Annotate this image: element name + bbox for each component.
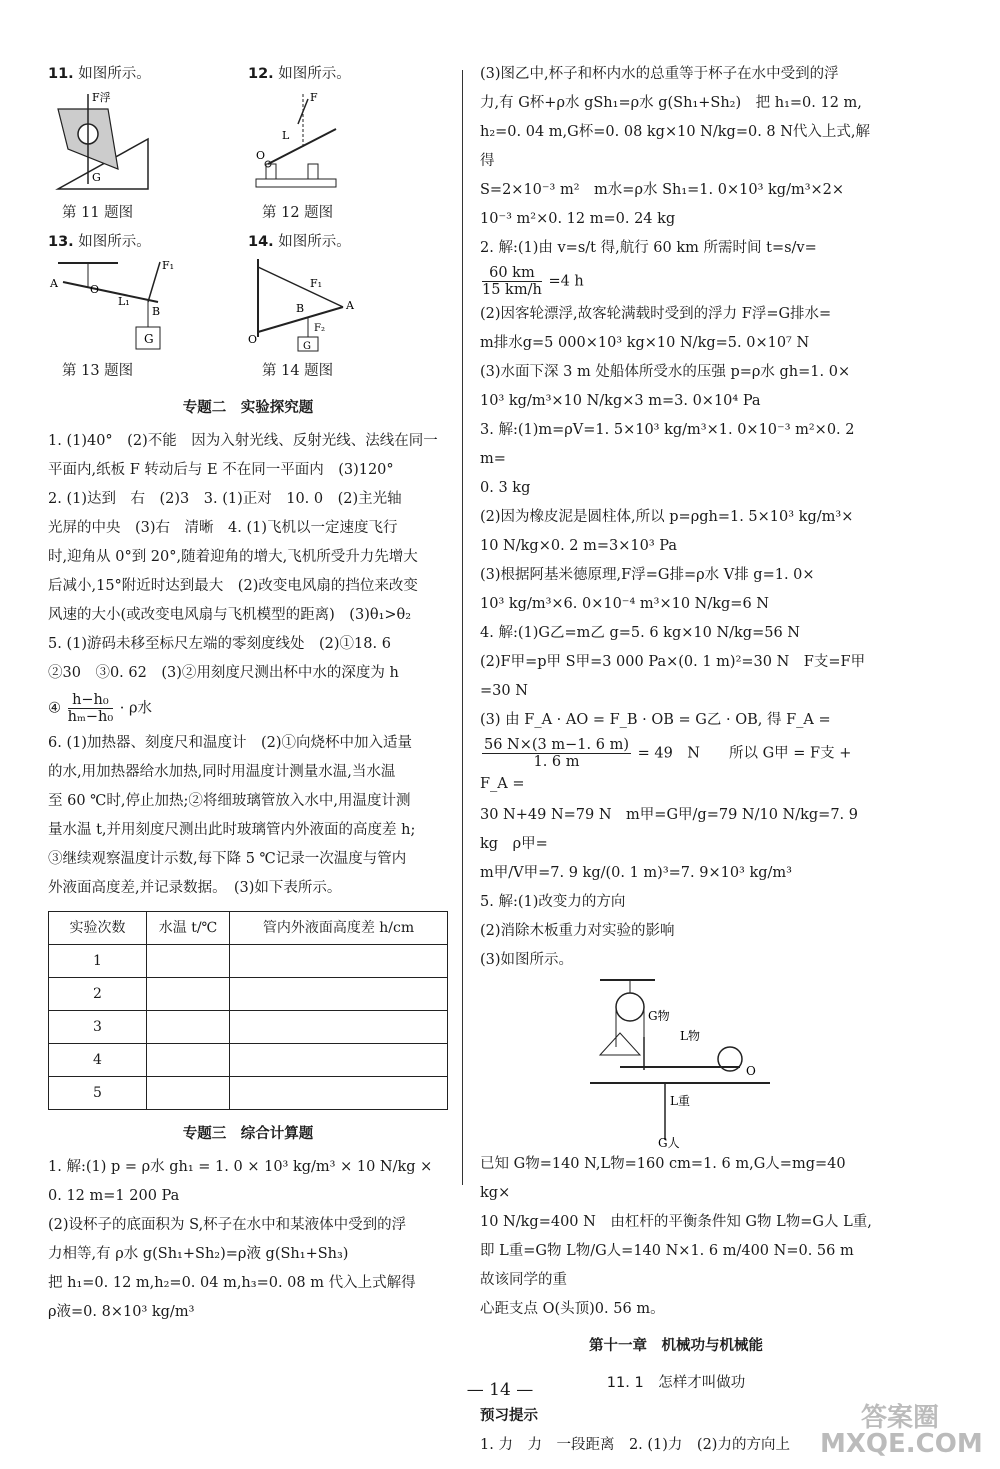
s2-line: 光屏的中央 (3)右 清晰 4. (1)飞机以一定速度飞行 bbox=[48, 520, 398, 536]
s2-line: 2. (1)达到 右 (2)3 3. (1)正对 10. 0 (2)主光轴 bbox=[48, 491, 402, 507]
r-line: (3)图乙中,杯子和杯内水的总重等于杯子在水中受到的浮 bbox=[480, 66, 839, 82]
q11-text: 如图所示。 bbox=[78, 66, 151, 82]
q12-block bbox=[248, 60, 448, 228]
svg-text:L物: L物 bbox=[680, 1029, 700, 1043]
s3-line: 力相等,有 ρ水 g(Sh₁+Sh₂)=ρ液 g(Sh₁+Sh₃) bbox=[48, 1246, 349, 1262]
r-line: h₂=0. 04 m,G杯=0. 08 kg×10 N/kg=0. 8 N代入上式,解得 bbox=[480, 124, 871, 169]
svg-text:O: O bbox=[256, 149, 266, 162]
preview-line: 1. 力 力 一段距离 2. (1)力 (2)力的方向上 bbox=[480, 1437, 790, 1453]
q4-frac-num: 56 N×(3 m−1. 6 m) bbox=[484, 737, 629, 753]
q13-caption: 第 13 题图 bbox=[62, 363, 134, 379]
s2-frac-suffix: · ρ水 bbox=[119, 700, 153, 717]
s2-line: 风速的大小(或改变电风扇与飞机模型的距离) (3)θ₁>θ₂ bbox=[48, 607, 412, 623]
q11-block bbox=[48, 60, 248, 228]
s3-line: 1. 解:(1) p = ρ水 gh₁ = 1. 0 × 10³ kg/m³ × 10 N/kg × bbox=[48, 1159, 433, 1175]
q14-text: 如图所示。 bbox=[278, 234, 351, 250]
q12-num: 12. bbox=[248, 66, 274, 82]
section2-title: 专题二 实验探究题 bbox=[182, 400, 314, 416]
svg-text:L重: L重 bbox=[670, 1094, 690, 1108]
svg-text:B: B bbox=[296, 302, 305, 315]
q4-fraction bbox=[482, 737, 631, 770]
s3-line: ρ液=0. 8×10³ kg/m³ bbox=[48, 1304, 195, 1320]
table-row bbox=[49, 1044, 448, 1077]
svg-text:O: O bbox=[248, 333, 258, 346]
q2-frac-suffix: =4 h bbox=[548, 273, 584, 290]
data-table bbox=[48, 911, 448, 1110]
s3-line: 把 h₁=0. 12 m,h₂=0. 04 m,h₃=0. 08 m 代入上式解得 bbox=[48, 1275, 416, 1291]
r-line: S=2×10⁻³ m² m水=ρ水 Sh₁=1. 0×10³ kg/m³×2× bbox=[480, 182, 845, 198]
s2-frac-num: h−h₀ bbox=[68, 692, 114, 709]
q12-caption: 第 12 题图 bbox=[262, 205, 334, 221]
q11-caption: 第 11 题图 bbox=[62, 205, 134, 221]
table-row bbox=[49, 1011, 448, 1044]
table-header: 管内外液面高度差 h/cm bbox=[230, 912, 448, 945]
q13-figure bbox=[48, 257, 248, 357]
q11-figure bbox=[48, 89, 248, 199]
s2-q6-line: 6. (1)加热器、刻度尺和温度计 (2)①向烧杯中加入适量 bbox=[48, 735, 413, 751]
r-line: 力,有 G杯+ρ水 gSh₁=ρ水 g(Sh₁+Sh₂) 把 h₁=0. 12 m, bbox=[480, 95, 862, 111]
r-line: m排水g=5 000×10³ kg×10 N/kg=5. 0×10⁷ N bbox=[480, 335, 810, 351]
table-cell: 4 bbox=[49, 1044, 147, 1077]
section3-title: 专题三 综合计算题 bbox=[182, 1126, 314, 1142]
q14-num: 14. bbox=[248, 234, 274, 250]
r-line: 10⁻³ m²×0. 12 m=0. 24 kg bbox=[480, 211, 676, 227]
table-row bbox=[49, 978, 448, 1011]
q5-figure bbox=[480, 975, 872, 1150]
q12-figure bbox=[248, 89, 448, 199]
r-line: 10 N/kg=400 N 由杠杆的平衡条件知 G物 L物=G人 L重, bbox=[480, 1214, 872, 1230]
svg-text:G人: G人 bbox=[658, 1136, 680, 1150]
q14-block bbox=[248, 228, 448, 386]
left-column bbox=[48, 60, 448, 1327]
r-line: 10³ kg/m³×10 N/kg×3 m=3. 0×10⁴ Pa bbox=[480, 393, 761, 409]
page-number: — 14 — bbox=[466, 1380, 534, 1400]
q4-frac-den: 1. 6 m bbox=[533, 754, 580, 770]
r-line: (3)水面下深 3 m 处船体所受水的压强 p=ρ水 gh=1. 0× bbox=[480, 364, 851, 380]
section-title: 11. 1 怎样才叫做功 bbox=[606, 1375, 746, 1391]
q13-num: 13. bbox=[48, 234, 74, 250]
s2-fraction bbox=[68, 692, 114, 725]
q11-num: 11. bbox=[48, 66, 74, 82]
q13-block bbox=[48, 228, 248, 386]
s2-line: 时,迎角从 0°到 20°,随着迎角的增大,飞机所受升力先增大 bbox=[48, 549, 418, 565]
r-line: (3)如图所示。 bbox=[480, 952, 574, 968]
svg-text:F浮: F浮 bbox=[92, 91, 111, 104]
r-line: 3. 解:(1)m=ρV=1. 5×10³ kg/m³×1. 0×10⁻³ m²×0. 2 m= bbox=[480, 422, 855, 467]
q2-frac-den: 15 km/h bbox=[482, 282, 542, 298]
table-cell: 2 bbox=[49, 978, 147, 1011]
s3-line: 0. 12 m=1 200 Pa bbox=[48, 1188, 180, 1204]
q12-text: 如图所示。 bbox=[278, 66, 351, 82]
s2-frac-prefix: ④ bbox=[48, 700, 61, 717]
svg-text:A: A bbox=[346, 299, 354, 312]
svg-text:L₁: L₁ bbox=[118, 295, 130, 308]
svg-text:G物: G物 bbox=[648, 1009, 670, 1023]
svg-text:A: A bbox=[50, 277, 58, 290]
table-cell: 5 bbox=[49, 1077, 147, 1110]
r-line: 10³ kg/m³×6. 0×10⁻⁴ m³×10 N/kg=6 N bbox=[480, 596, 769, 612]
s2-q6-line: ③继续观察温度计示数,每下降 5 ℃记录一次温度与管内 bbox=[48, 851, 407, 867]
svg-text:O: O bbox=[90, 283, 100, 296]
svg-text:G: G bbox=[303, 341, 311, 352]
figure-row-1 bbox=[48, 60, 448, 228]
r-line: (3)根据阿基米德原理,F浮=G排=ρ水 V排 g=1. 0× bbox=[480, 567, 815, 583]
right-column bbox=[480, 60, 872, 1460]
table-cell: 3 bbox=[49, 1011, 147, 1044]
s2-q6-line: 的水,用加热器给水加热,同时用温度计测量水温,当水温 bbox=[48, 764, 396, 780]
s2-fraction-line bbox=[48, 692, 448, 725]
svg-text:F₁: F₁ bbox=[162, 259, 175, 272]
preview-title: 预习提示 bbox=[480, 1408, 538, 1424]
r-line: (2)因为橡皮泥是圆柱体,所以 p=ρgh=1. 5×10³ kg/m³× bbox=[480, 509, 854, 525]
r-line: (3) 由 F_A · AO = F_B · OB = G乙 · OB, 得 F_A = bbox=[480, 712, 831, 728]
s2-frac-den: hₘ−h₀ bbox=[67, 709, 114, 725]
r-line: 0. 3 kg bbox=[480, 480, 531, 496]
s2-line: 后减小,15°附近时达到最大 (2)改变电风扇的挡位来改变 bbox=[48, 578, 418, 594]
q13-text: 如图所示。 bbox=[78, 234, 151, 250]
svg-text:B: B bbox=[152, 305, 161, 318]
svg-text:G: G bbox=[92, 171, 101, 184]
table-header-row bbox=[49, 912, 448, 945]
table-row bbox=[49, 1077, 448, 1110]
svg-text:O: O bbox=[746, 1064, 756, 1078]
s2-line: 平面内,纸板 F 转动后与 E 不在同一平面内 (3)120° bbox=[48, 462, 394, 478]
s3-line: (2)设杯子的底面积为 S,杯子在水中和某液体中受到的浮 bbox=[48, 1217, 407, 1233]
r-line: 即 L重=G物 L物/G人=140 N×1. 6 m/400 N=0. 56 m 故该同学的重 bbox=[480, 1243, 869, 1288]
r-line: (2)消除木板重力对实验的影响 bbox=[480, 923, 675, 939]
table-header: 实验次数 bbox=[49, 912, 147, 945]
table-cell: 1 bbox=[49, 945, 147, 978]
r-line: 已知 G物=140 N,L物=160 cm=1. 6 m,G人=mg=40 kg× bbox=[480, 1156, 846, 1201]
s2-q6-line: 量水温 t,并用刻度尺测出此时玻璃管内外液面的高度差 h; bbox=[48, 822, 416, 838]
r-line: m甲/V甲=7. 9 kg/(0. 1 m)³=7. 9×10³ kg/m³ bbox=[480, 865, 792, 881]
r-line: 30 N+49 N=79 N m甲=G甲/g=79 N/10 N/kg=7. 9 kg ρ甲= bbox=[480, 807, 858, 852]
q2-fraction bbox=[482, 265, 542, 298]
q2-fraction-line bbox=[480, 265, 872, 298]
s2-q6-line: 外液面高度差,并记录数据。 (3)如下表所示。 bbox=[48, 880, 342, 896]
r-line: 10 N/kg×0. 2 m=3×10³ Pa bbox=[480, 538, 678, 554]
chapter-title: 第十一章 机械功与机械能 bbox=[589, 1338, 763, 1354]
s2-line: ②30 ③0. 62 (3)②用刻度尺测出杯中水的深度为 h bbox=[48, 665, 399, 681]
svg-text:L: L bbox=[282, 129, 290, 142]
q2-frac-num: 60 km bbox=[482, 265, 542, 282]
q14-caption: 第 14 题图 bbox=[262, 363, 334, 379]
r-line: (2)因客轮漂浮,故客轮满载时受到的浮力 F浮=G排水= bbox=[480, 306, 832, 322]
q4-frac-suffix: = 49 N 所以 G甲 = F支 + F_A = bbox=[480, 745, 852, 792]
svg-text:F₂: F₂ bbox=[314, 323, 325, 334]
svg-text:F₁: F₁ bbox=[310, 277, 323, 290]
q4-fraction-line bbox=[480, 737, 872, 799]
table-header: 水温 t/℃ bbox=[147, 912, 230, 945]
table-row bbox=[49, 945, 448, 978]
q2-start: 2. 解:(1)由 v=s/t 得,航行 60 km 所需时间 t=s/v= bbox=[480, 240, 817, 256]
r-line: (2)F甲=p甲 S甲=3 000 Pa×(0. 1 m)²=30 N F支=F甲=30 N bbox=[480, 654, 866, 699]
r-line: 5. 解:(1)改变力的方向 bbox=[480, 894, 626, 910]
s2-q6-line: 至 60 ℃时,停止加热;②将细玻璃管放入水中,用温度计测 bbox=[48, 793, 411, 809]
svg-text:F: F bbox=[310, 91, 318, 104]
r-line: 4. 解:(1)G乙=m乙 g=5. 6 kg×10 N/kg=56 N bbox=[480, 625, 800, 641]
svg-text:G: G bbox=[144, 332, 154, 346]
s2-line: 1. (1)40° (2)不能 因为入射光线、反射光线、法线在同一 bbox=[48, 433, 438, 449]
column-divider bbox=[462, 70, 463, 1185]
s2-line: 5. (1)游码未移至标尺左端的零刻度线处 (2)①18. 6 bbox=[48, 636, 391, 652]
watermark: 答案圈 MXQE.COM bbox=[820, 1403, 983, 1459]
figure-row-2 bbox=[48, 228, 448, 386]
r-line: 心距支点 O(头顶)0. 56 m。 bbox=[480, 1301, 665, 1317]
q14-figure bbox=[248, 257, 448, 357]
